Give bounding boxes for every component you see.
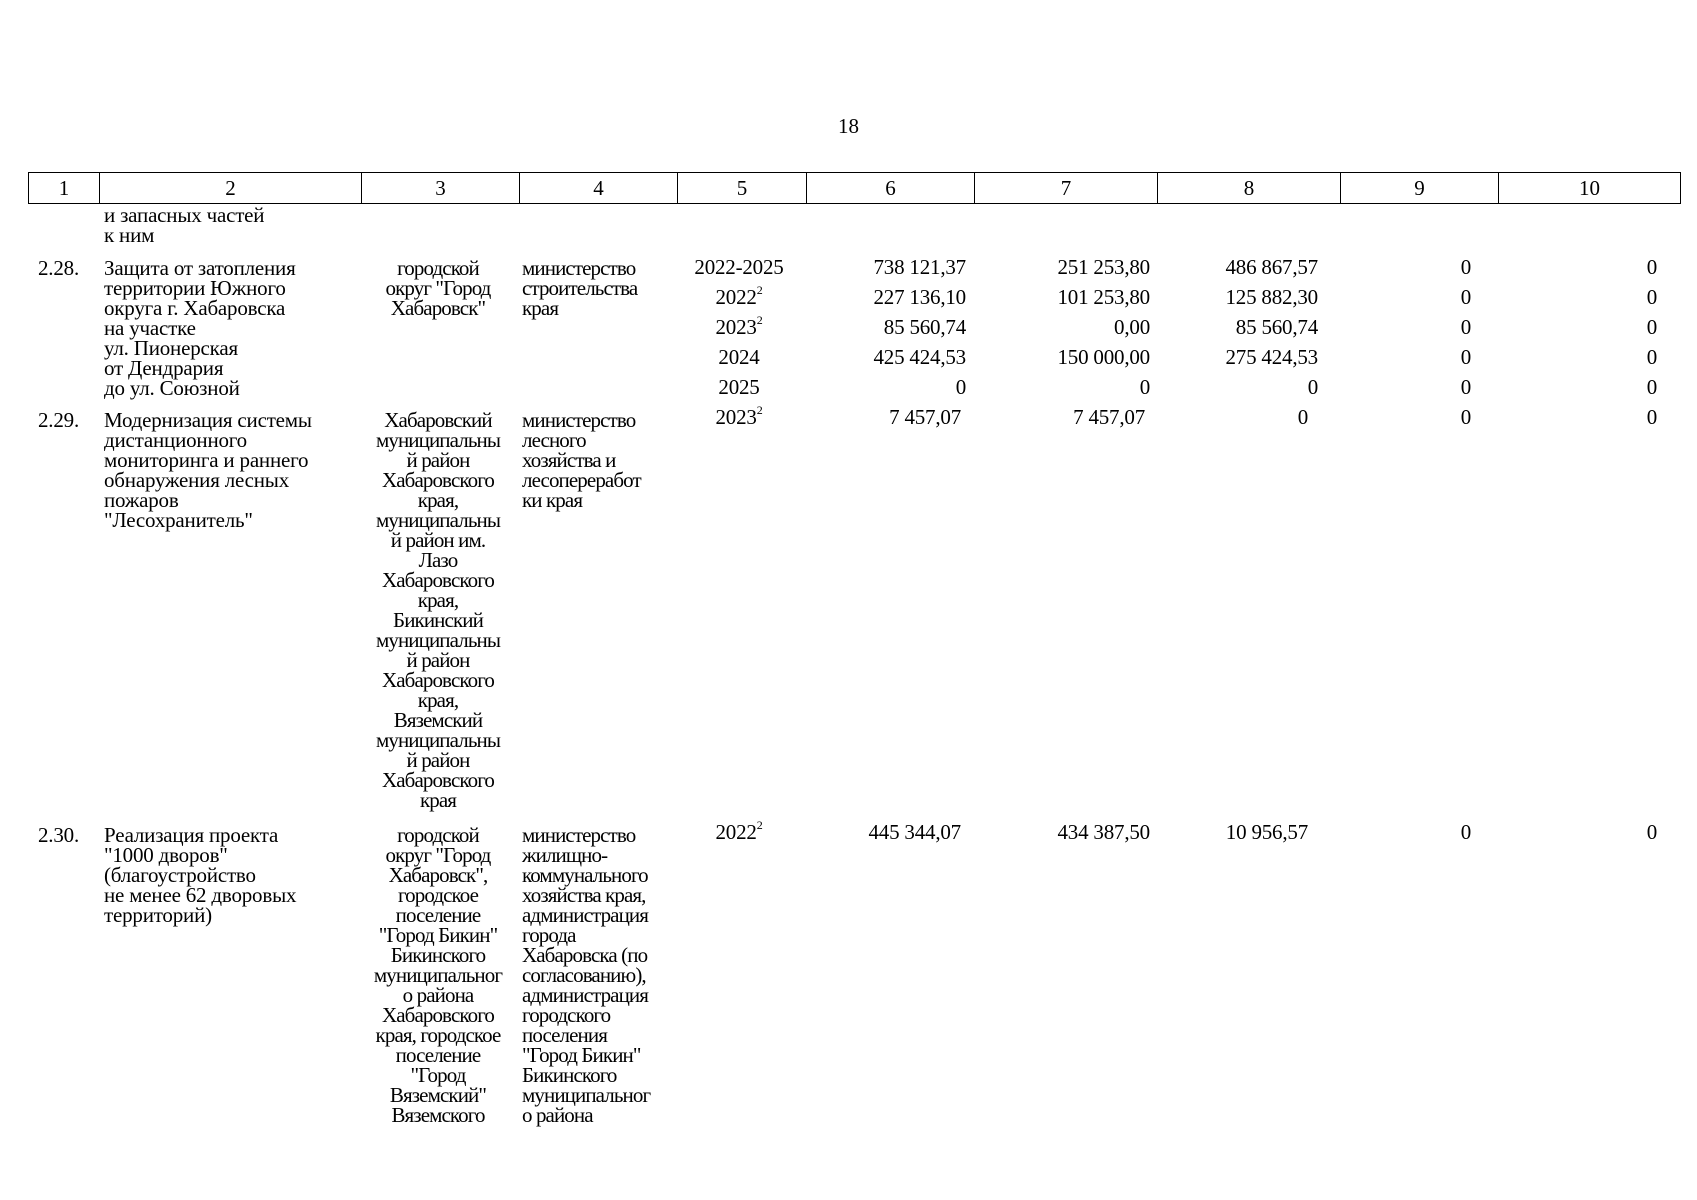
row-2-29-municipality: Хабаровский муниципальны й район Хабаровского края, муниципальны й район им. Лазо Хабаровского края, Бикинский муниципальны й район Хабаровского края, Вяземский муниципальны й район Хабаровского края [375,408,501,812]
row-2-30-col7: 434 387,50 [1057,820,1150,844]
row-2-28-col7: 150 000,00 [1057,345,1150,369]
row-2-28-municipality: городской округ "Город Хабаровск" [385,256,491,320]
table-header [28,172,1681,204]
row-2-29-total: 7 457,07 [889,405,961,429]
footnote-mark: 2 [756,283,763,297]
row-2-28-year: 2024 [718,345,760,369]
row-2-30-col10: 0 [1646,820,1657,844]
row-2-29-col10: 0 [1646,405,1657,429]
row-2-28-col8: 125 882,30 [1225,285,1318,309]
row-2-28-year: 2023$^2$ [715,313,763,339]
row-2-28-col10: 0 [1646,255,1657,279]
row-2-28-total: 227 136,10 [873,285,966,309]
row-2-28-col10: 0 [1646,315,1657,339]
row-2-28-total: 0 [955,375,966,399]
row-2-28-col9: 0 [1460,345,1471,369]
footnote-mark: 2 [756,818,763,832]
row-2-30-total: 445 344,07 [868,820,961,844]
row-2-30-executor: министерство жилищно- коммунального хозяйства края, администрация города Хабаровска (по согласованию), администрация городского поселения "Город Бикин" Бикинского муниципальног о района [522,823,651,1127]
row-2-28-col9: 0 [1460,315,1471,339]
row-2-28-name: Защита от затопления территории Южного округа г. Хабаровска на участке ул. Пионерская от Дендрария до ул. Союзной [104,256,296,400]
row-2-28-col7: 251 253,80 [1057,255,1150,279]
header-col-2: 2 [100,173,362,204]
row-2-28-col9: 0 [1460,255,1471,279]
row-2-28-col7: 0 [1139,375,1150,399]
row-2-30-col9: 0 [1460,820,1471,844]
footnote-mark: 2 [756,403,763,417]
row-2-28-total: 738 121,37 [873,255,966,279]
row-2-29-year: 2023$^2$ [715,403,763,429]
header-col-6: 6 [807,173,975,204]
row-2-28-executor: министерство строительства края [522,256,638,320]
header-col-7: 7 [975,173,1158,204]
row-2-29-executor: министерство лесного хозяйства и лесопереработ ки края [522,408,641,512]
header-col-3: 3 [362,173,520,204]
row-2-28-col9: 0 [1460,285,1471,309]
row-2-28-col8: 486 867,57 [1225,255,1318,279]
row-2-28-col9: 0 [1460,375,1471,399]
row-2-30-year: 2022$^2$ [715,818,763,844]
footnote-mark: 2 [756,313,763,327]
row-2-30-number: 2.30. [38,823,80,847]
row-2-28-col7: 101 253,80 [1057,285,1150,309]
row-2-28-col8: 85 560,74 [1235,315,1318,339]
row-2-28-col8: 275 424,53 [1225,345,1318,369]
header-col-10: 10 [1499,173,1681,204]
header-col-4: 4 [520,173,678,204]
row-2-28-col10: 0 [1646,285,1657,309]
header-col-8: 8 [1158,173,1341,204]
row-2-30-col8: 10 956,57 [1225,820,1308,844]
row-2-28-col8: 0 [1307,375,1318,399]
header-col-5: 5 [678,173,807,204]
row-2-28-year: 2025 [718,375,760,399]
row-2-28-year: 2022-2025 [694,255,784,279]
page-number: 18 [838,114,859,138]
header-col-1: 1 [29,173,100,204]
row-2-29-name: Модернизация системы дистанционного мониторинга и раннего обнаружения лесных пожаров "Лесохранитель" [104,408,312,532]
row-2-29-col7: 7 457,07 [1073,405,1145,429]
row-2-30-name: Реализация проекта "1000 дворов" (благоустройство не менее 62 дворовых территорий) [104,823,297,927]
row-2-29-col9: 0 [1460,405,1471,429]
row-2-28-col10: 0 [1646,345,1657,369]
row-2-28-col10: 0 [1646,375,1657,399]
row-2-29-number: 2.29. [38,408,80,432]
header-row [29,173,1681,204]
row-2-28-number: 2.28. [38,256,80,280]
row-2-28-col7: 0,00 [1114,315,1150,339]
continuation-name: и запасных частей к ним [104,203,265,247]
row-2-28-year: 2022$^2$ [715,283,763,309]
row-2-28-total: 85 560,74 [883,315,966,339]
row-2-28-total: 425 424,53 [873,345,966,369]
row-2-30-municipality: городской округ "Город Хабаровск", городское поселение "Город Бикин" Бикинского муниципальног о района Хабаровского края, городское поселение "Город Вяземский" Вяземского [373,823,503,1127]
header-col-9: 9 [1341,173,1499,204]
row-2-29-col8: 0 [1297,405,1308,429]
